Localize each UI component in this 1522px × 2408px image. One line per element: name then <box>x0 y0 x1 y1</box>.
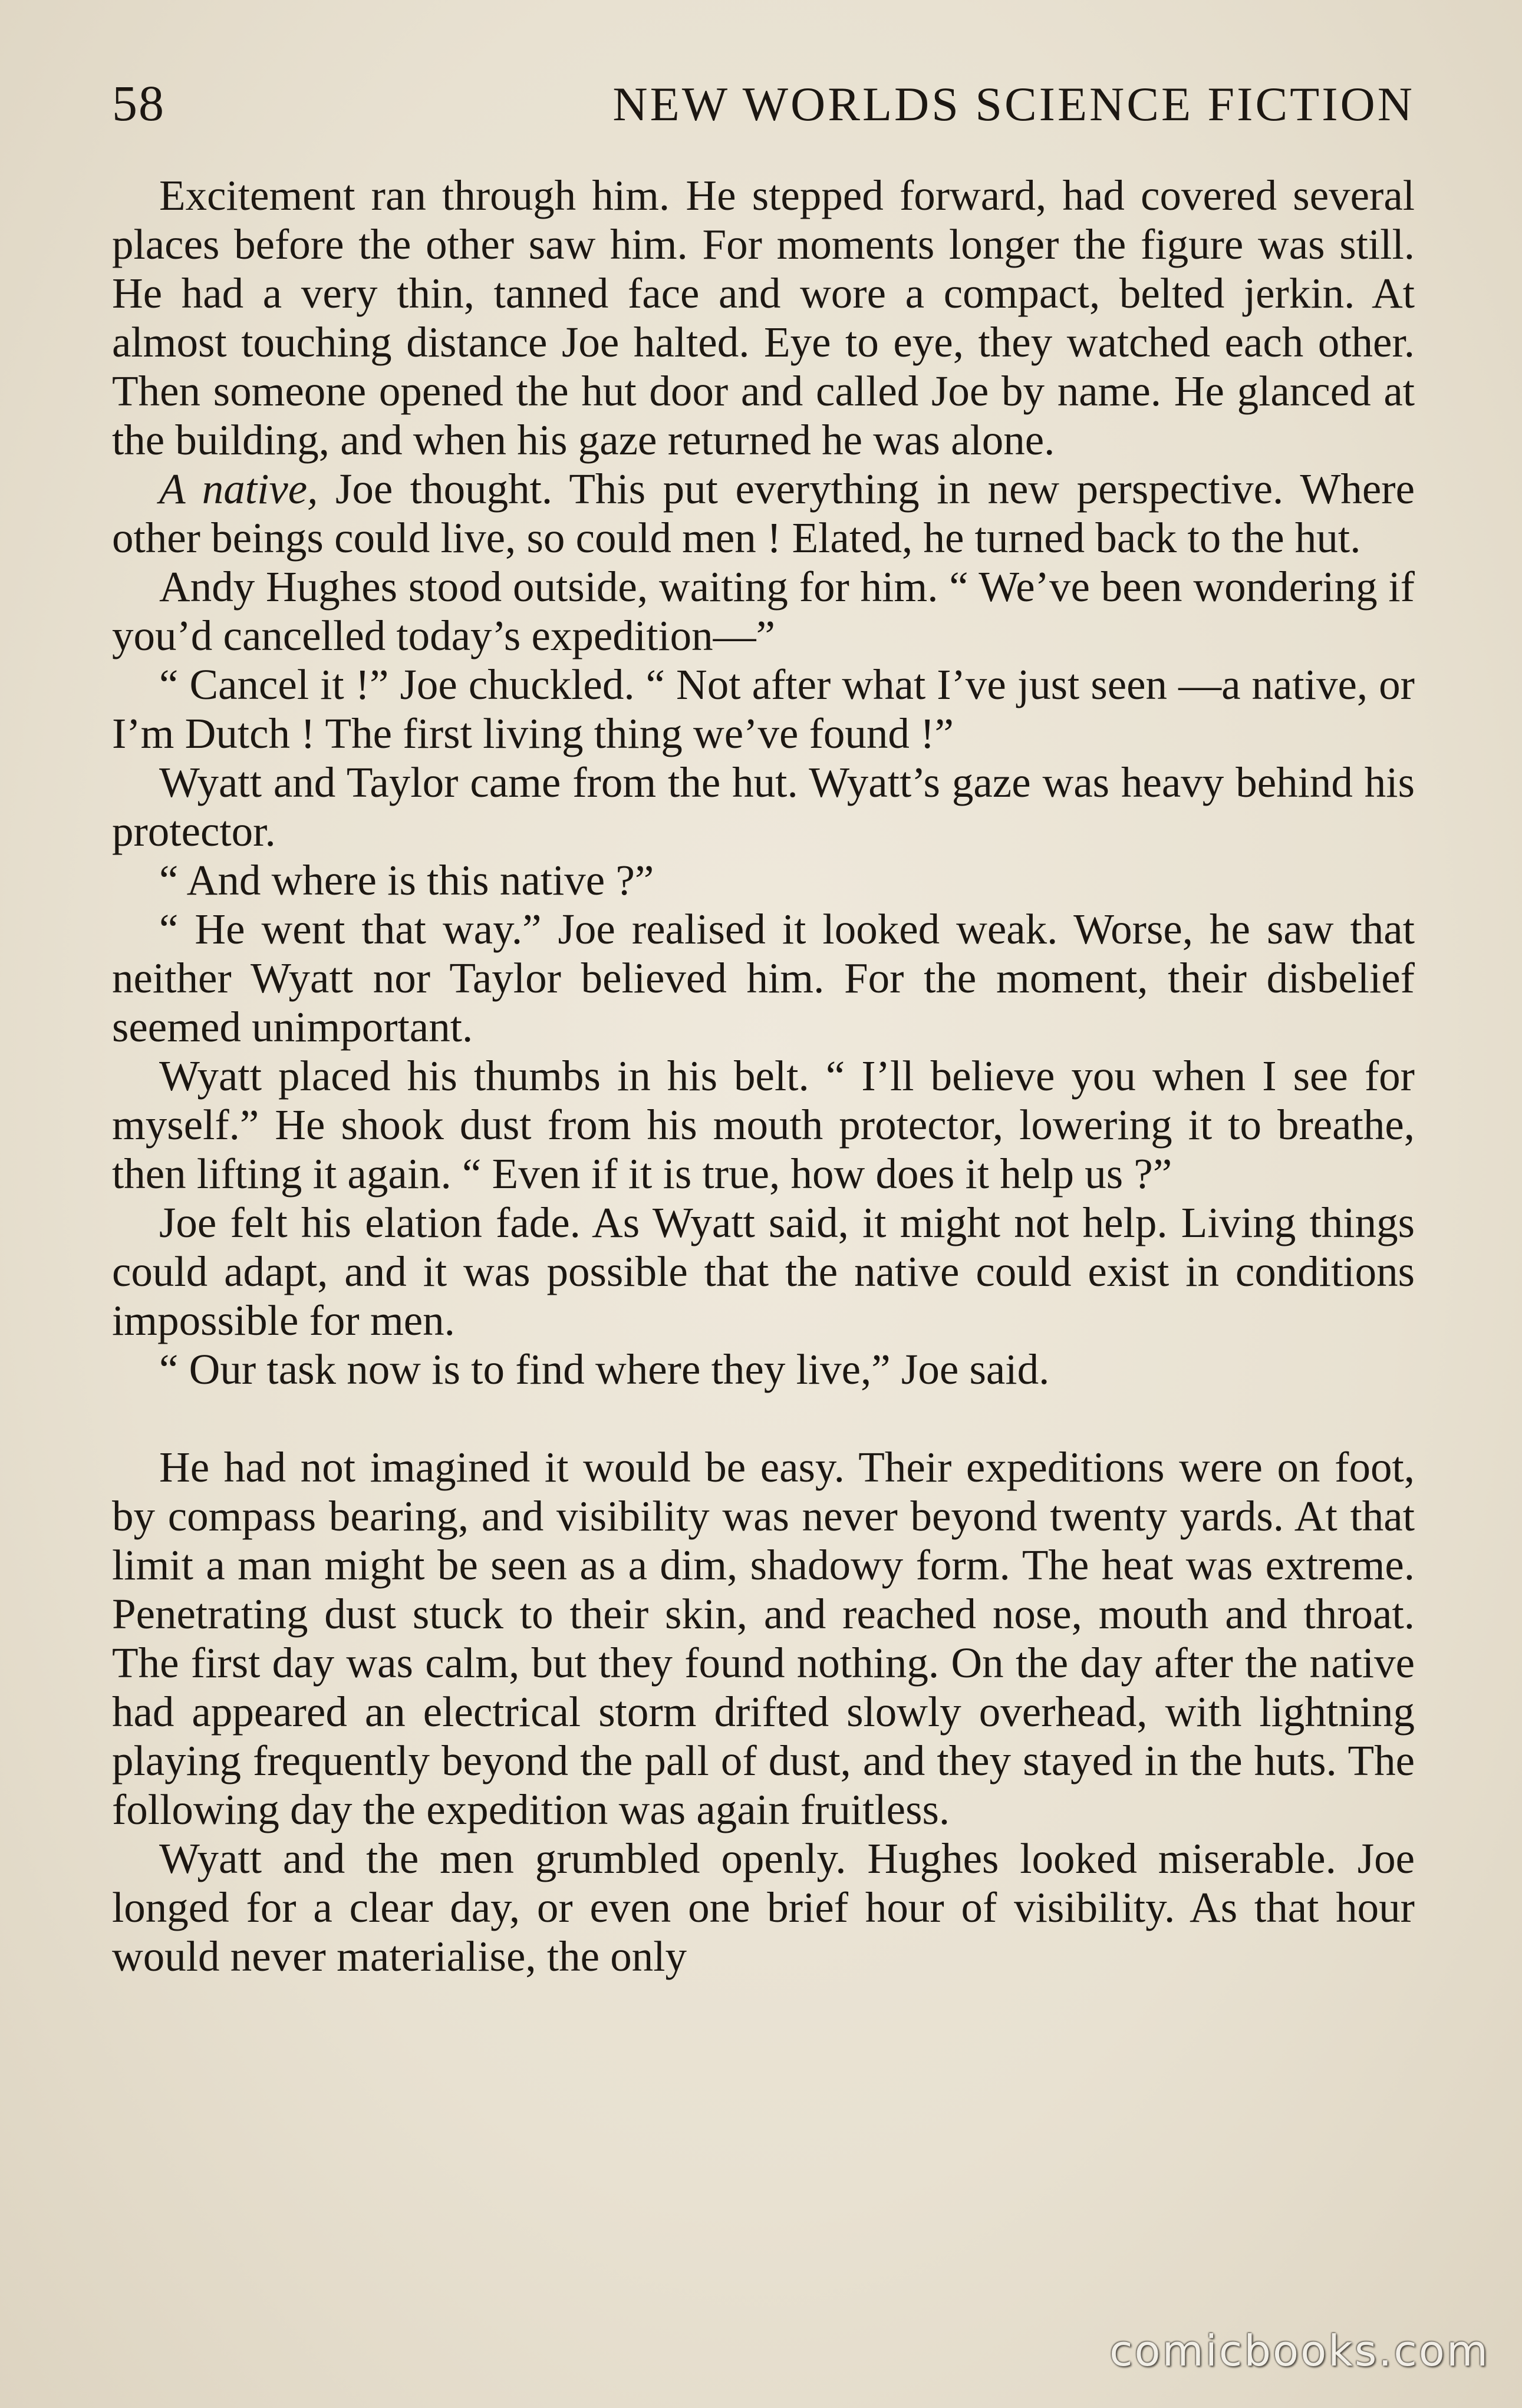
paragraph: Joe felt his elation fade. As Wyatt said, it might not help. Living things could adapt, and it was possible that the native could exist in conditions impossible for men. <box>112 1199 1415 1344</box>
italic-lead: A native, <box>159 465 318 513</box>
paragraph: “ And where is this native ?” <box>159 856 654 904</box>
watermark: comicbooks.com <box>1109 2326 1490 2376</box>
paragraph: He had not imagined it would be easy. Their expeditions were on foot, by compass bearing, and visibility was never beyond twenty yards. At that limit a man might be seen as a dim, shadowy form. The heat was extreme. Penetrating dust stuck to their skin, and reached nose, mouth and throat. The first day was calm, but they found nothing. On the day after the native had appeared an electrical storm drifted slowly overhead, with lightning playing frequently beyond the pall of dust, and they stayed in the huts. The following day the expedition was again fruitless. <box>112 1443 1415 1833</box>
page-header <box>112 74 1415 138</box>
paragraph: Wyatt and Taylor came from the hut. Wyatt’s gaze was heavy behind his protector. <box>112 758 1415 855</box>
story-text <box>112 171 1415 1981</box>
paragraph: “ Cancel it !” Joe chuckled. “ Not after what I’ve just seen —a native, or I’m Dutch ! The first living thing we’ve found !” <box>112 661 1415 757</box>
paragraph: Excitement ran through him. He stepped forward, had covered several places before the other saw him. For moments longer the figure was still. He had a very thin, tanned face and wore a compact, belted jerkin. At almost touching distance Joe halted. Eye to eye, they watched each other. Then someone opened the hut door and called Joe by name. He glanced at the building, and when his gaze returned he was alone. <box>112 171 1415 464</box>
paragraph: “ He went that way.” Joe realised it looked weak. Worse, he saw that neither Wyatt nor Taylor believed him. For the moment, their disbelief seemed unimportant. <box>112 905 1415 1051</box>
paragraph: Andy Hughes stood outside, waiting for him. “ We’ve been wondering if you’d cancelled today’s expedition—” <box>112 563 1415 659</box>
paragraph: A native, Joe thought. This put everything in new perspective. Where other beings could live, so could men ! Elated, he turned back to the hut. <box>112 465 1415 562</box>
page-number: 58 <box>112 75 165 131</box>
paragraph: “ Our task now is to find where they live,” Joe said. <box>159 1345 1050 1393</box>
running-head: NEW WORLDS SCIENCE FICTION <box>612 77 1415 131</box>
paragraph: Wyatt and the men grumbled openly. Hughes looked miserable. Joe longed for a clear day, or even one brief hour of visibility. As that hour would never materialise, the only <box>112 1835 1415 1980</box>
section-break <box>112 1394 1415 1443</box>
paragraph: Wyatt placed his thumbs in his belt. “ I’ll believe you when I see for myself.” He shook dust from his mouth protector, lowering it to breathe, then lifting it again. “ Even if it is true, how does it help us ?” <box>112 1052 1415 1198</box>
